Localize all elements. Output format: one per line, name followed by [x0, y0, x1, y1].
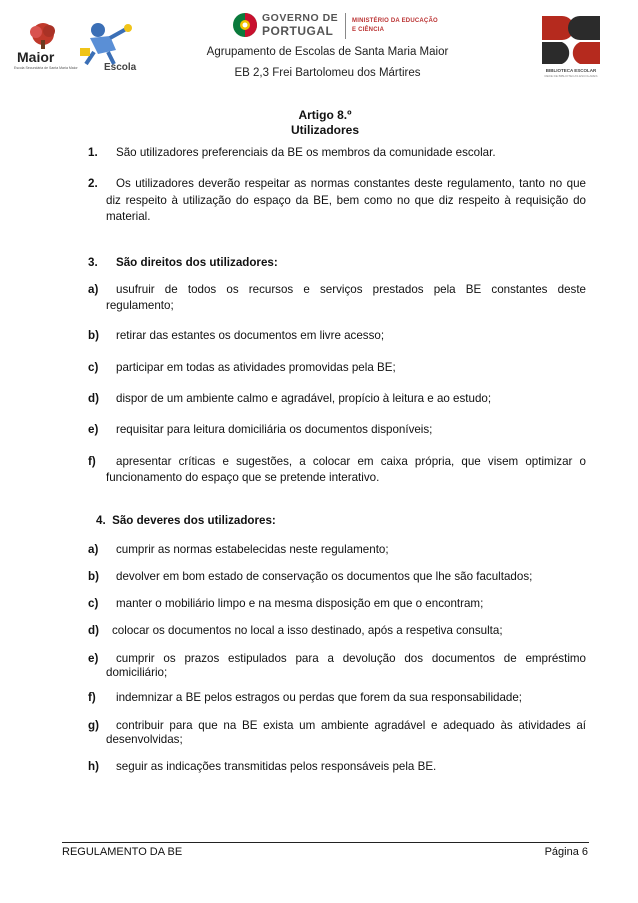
- biblioteca-escolar-logo: [540, 14, 602, 82]
- article-title: Utilizadores: [290, 123, 359, 137]
- duties-item-text: domiciliário;: [106, 666, 168, 679]
- section-2-line: Os utilizadores deverão respeitar as normas constantes deste regulamento, tanto no que: [116, 177, 586, 190]
- duties-item-label: e): [88, 652, 99, 665]
- escola-logo-text: Escola: [104, 62, 137, 73]
- rights-item-text: requisitar para leitura domiciliária os documentos disponíveis;: [116, 423, 433, 436]
- rights-item-label: f): [88, 455, 96, 468]
- rights-item-text: retirar das estantes os documentos em livre acesso;: [116, 329, 385, 342]
- rights-item-text: apresentar críticas e sugestões, a colocar em caixa própria, que visem optimizar o: [116, 455, 586, 468]
- school-name: EB 2,3 Frei Bartolomeu dos Mártires: [234, 67, 421, 79]
- duties-item-text: cumprir as normas estabelecidas neste regulamento;: [116, 543, 389, 556]
- section-3-number: 3.: [88, 256, 98, 269]
- duties-item-text: seguir as indicações transmitidas pelos responsáveis pela BE.: [116, 760, 437, 773]
- ministry-line1: MINISTÉRIO DA EDUCAÇÃO: [352, 18, 438, 24]
- duties-item-label: f): [88, 691, 96, 704]
- gov-divider: [345, 13, 346, 39]
- gov-title-line1: GOVERNO DE: [262, 12, 339, 24]
- footer-page-number: Página 6: [544, 846, 588, 858]
- section-2-number: 2.: [88, 177, 98, 190]
- duties-item-text: cumprir os prazos estipulados para a devolução dos documentos de empréstimo: [116, 652, 586, 665]
- maior-school-logo: [14, 22, 78, 74]
- section-1-text: São utilizadores preferenciais da BE os membros da comunidade escolar.: [116, 146, 496, 159]
- gov-title-line2: PORTUGAL: [262, 24, 334, 38]
- section-3-title: São direitos dos utilizadores:: [116, 256, 278, 269]
- duties-item-text: indemnizar a BE pelos estragos ou perdas que forem da sua responsabilidade;: [116, 691, 523, 704]
- rights-item-text: usufruir de todos os recursos e serviços prestados pela BE constantes deste: [116, 283, 586, 296]
- rights-item-label: c): [88, 361, 99, 374]
- duties-item-text: manter o mobiliário limpo e na mesma disposição em que o encontram;: [116, 597, 484, 610]
- rights-item-label: b): [88, 329, 99, 342]
- duties-item-label: b): [88, 570, 99, 583]
- duties-item-text: desenvolvidas;: [106, 733, 183, 746]
- government-logo: [232, 10, 454, 42]
- mascot-figure-icon: [76, 20, 140, 66]
- duties-item-label: a): [88, 543, 99, 556]
- duties-item-text: colocar os documentos no local a isso destinado, após a respetiva consulta;: [112, 624, 503, 637]
- section-1-number: 1.: [88, 146, 98, 159]
- duties-item-label: c): [88, 597, 99, 610]
- footer-divider: [62, 842, 589, 843]
- rights-item-text: funcionamento do espaço que se pretende interativo.: [106, 471, 380, 484]
- rights-item-label: e): [88, 423, 99, 436]
- maior-logo-subtitle: Escola Secundária de Santa Maria Maior: [14, 66, 78, 70]
- school-group-name: Agrupamento de Escolas de Santa Maria Maior: [206, 46, 449, 58]
- rights-item-text: regulamento;: [106, 299, 174, 312]
- section-2-line: material.: [106, 210, 151, 223]
- ministry-line2: E CIÊNCIA: [352, 27, 385, 33]
- be-logo-shapes-icon: [540, 14, 602, 66]
- escola-mascot-logo: [76, 20, 140, 76]
- duties-item-text: contribuir para que na BE exista um ambiente agradável e adequado às atividades aí: [116, 719, 586, 732]
- duties-item-label: g): [88, 719, 99, 732]
- duties-item-text: devolver em bom estado de conservação os documentos que lhe são facultados;: [116, 570, 533, 583]
- section-4-title: 4. São deveres dos utilizadores:: [96, 514, 276, 527]
- maior-logo-name: Maior: [17, 49, 55, 65]
- section-2-line: diz respeito à utilização do espaço da BE, bem como no que diz respeito à requisição do: [106, 194, 586, 207]
- footer-document-title: REGULAMENTO DA BE: [62, 846, 183, 858]
- rights-item-text: dispor de um ambiente calmo e agradável, propício à leitura e ao estudo;: [116, 392, 492, 405]
- article-number: Artigo 8.º: [298, 108, 352, 122]
- rights-item-text: participar em todas as atividades promovidas pela BE;: [116, 361, 396, 374]
- duties-item-label: d): [88, 624, 99, 637]
- be-logo-title: BIBLIOTECA ESCOLAR: [545, 68, 597, 73]
- portugal-coat-of-arms-icon: [232, 12, 258, 38]
- rights-item-label: a): [88, 283, 99, 296]
- be-logo-subtitle: REDE DE BIBLIOTECAS ESCOLARES: [544, 74, 598, 78]
- rights-item-label: d): [88, 392, 99, 405]
- duties-item-label: h): [88, 760, 99, 773]
- tree-icon: [14, 22, 72, 50]
